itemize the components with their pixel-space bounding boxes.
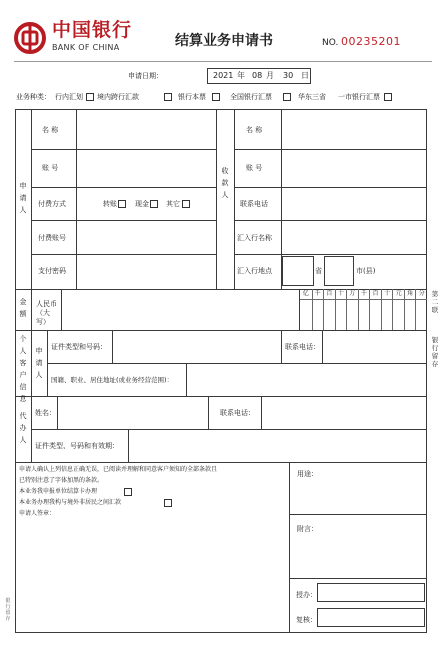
- personal-id-field[interactable]: [114, 332, 280, 361]
- form-title: 结算业务申请书: [175, 33, 273, 49]
- amount-digit-header-label: 百: [324, 289, 335, 300]
- business-type-4-checkbox[interactable]: [283, 93, 291, 101]
- apply-date-year-unit: 年: [237, 71, 245, 80]
- amount-side-label: 金额: [19, 298, 27, 318]
- payee-name-label: 名 称: [246, 126, 263, 134]
- amount-digit-header: [300, 289, 312, 330]
- pay-option-cash-checkbox[interactable]: [150, 200, 158, 208]
- applicant-pay-password-label: 支付密码: [38, 267, 66, 275]
- amount-digit-cells: [300, 289, 427, 330]
- applicant-label-divider: [76, 109, 77, 289]
- amount-digit-header: [381, 289, 393, 330]
- applicant-right-border: [216, 109, 217, 289]
- applicant-name-field[interactable]: [78, 112, 214, 147]
- amount-digit-header-label: 十: [382, 289, 393, 300]
- amount-digit-header: [392, 289, 404, 330]
- business-type-4: 全国银行汇票: [230, 93, 272, 101]
- business-type-3-checkbox[interactable]: [212, 93, 220, 101]
- personal-side-label: 个人客户信息: [19, 335, 27, 403]
- agent-phone-divider: [261, 396, 262, 429]
- agent-name-label: 姓名：: [35, 409, 56, 417]
- amount-digit-header-label: 十: [336, 289, 347, 300]
- applicant-account-field[interactable]: [78, 151, 214, 185]
- amount-digit-header: [369, 289, 381, 330]
- pay-option-cash: 现金: [135, 200, 149, 208]
- amount-digit-header-label: 角: [405, 289, 416, 300]
- apply-date-day-unit: 日: [301, 71, 309, 80]
- business-type-2: 境内跨行汇款: [97, 93, 139, 101]
- applicant-pay-password-field[interactable]: [78, 256, 214, 287]
- apply-date-year: 2021: [213, 71, 234, 80]
- apply-date-day: 30: [283, 71, 294, 80]
- payee-phone-label: 联系电话: [240, 200, 268, 208]
- personal-address-field[interactable]: [188, 365, 425, 394]
- payee-row3: [234, 220, 427, 221]
- amount-digit-header: [358, 289, 370, 330]
- payee-province-field[interactable]: [282, 256, 314, 286]
- payee-bank-name-label: 汇入行名称: [237, 234, 272, 242]
- declaration-option2: 本业务办理我构与境外非居民之间汇款: [19, 499, 122, 506]
- business-type-1-checkbox[interactable]: [86, 93, 94, 101]
- applicant-name-label: 名 称: [42, 126, 59, 134]
- agent-id-label: 证件类型、号码和有效期：: [35, 442, 119, 450]
- pay-option-other: 其它: [166, 200, 180, 208]
- bank-approve-field[interactable]: [317, 583, 425, 602]
- form-no-label: NO.: [322, 38, 339, 48]
- amount-digit-header-label: 分: [416, 289, 427, 300]
- header-divider: [14, 61, 432, 62]
- side-note-bank-keep: 银行留存: [431, 336, 439, 368]
- payee-phone-field[interactable]: [283, 189, 425, 218]
- amount-words-field[interactable]: [63, 291, 297, 328]
- bank-logo: [14, 22, 46, 54]
- bank-use-field[interactable]: [318, 466, 423, 512]
- payee-account-label: 账 号: [246, 164, 263, 172]
- amount-digit-header: [415, 289, 427, 330]
- amount-digit-header-label: 元: [393, 289, 404, 300]
- agent-id-divider: [128, 429, 129, 462]
- personal-row1: [47, 363, 427, 364]
- amount-digit-header: [312, 289, 324, 330]
- payee-account-field[interactable]: [283, 151, 425, 185]
- amount-digit-grid[interactable]: [300, 289, 427, 330]
- pay-option-other-checkbox[interactable]: [182, 200, 190, 208]
- applicant-side-divider: [31, 109, 32, 289]
- business-type-3: 银行本票: [178, 93, 206, 101]
- declaration-option1: 本业务我申报单位结算卡办理: [19, 488, 98, 495]
- payee-city-field[interactable]: [324, 256, 354, 286]
- amount-label-divider: [61, 289, 62, 330]
- apply-date-month-unit: 月: [266, 71, 274, 80]
- personal-phone-divider: [322, 330, 323, 363]
- personal-id-field-right: [281, 330, 282, 363]
- apply-date-month: 08: [252, 71, 263, 80]
- business-type-2-checkbox[interactable]: [164, 93, 172, 101]
- amount-digit-header: [323, 289, 335, 330]
- agent-name-divider: [57, 396, 58, 429]
- bank-approve-label: 授办：: [296, 591, 317, 599]
- rule-declaration-top: [15, 462, 427, 463]
- agent-side-label: 代办人: [19, 412, 27, 444]
- amount-digit-header: [335, 289, 347, 330]
- personal-side-divider: [31, 330, 32, 396]
- amount-digit-header-label: 千: [359, 289, 370, 300]
- payee-side-label: 收款人: [221, 167, 229, 199]
- declaration-line1: 申请人确认上列信息正确无误，已阅读并理解和同意客户须知的全部条款且: [19, 466, 218, 473]
- applicant-row1: [31, 149, 216, 150]
- amount-digit-header: [404, 289, 416, 330]
- applicant-pay-method-label: 付费方式: [38, 200, 66, 208]
- pay-option-transfer: 转账: [103, 200, 117, 208]
- business-type-label: 业务种类：: [16, 93, 51, 101]
- personal-phone-field[interactable]: [324, 332, 425, 361]
- payee-name-field[interactable]: [283, 112, 425, 147]
- declaration-signature-area[interactable]: [19, 522, 285, 630]
- bank-name-cn: 中国银行: [52, 19, 133, 41]
- agent-id-field[interactable]: [130, 431, 425, 460]
- payee-row1: [234, 149, 427, 150]
- amount-digit-header-label: 千: [313, 289, 324, 300]
- bank-check-label: 复核：: [296, 616, 317, 624]
- amount-digit-header: [346, 289, 358, 330]
- declaration-option2-checkbox[interactable]: [164, 499, 172, 507]
- bank-notes-field[interactable]: [318, 519, 423, 575]
- business-type-1: 行内汇划: [55, 93, 83, 101]
- pay-option-transfer-checkbox[interactable]: [118, 200, 126, 208]
- personal-address-divider: [186, 363, 187, 396]
- bank-use-label: 用途：: [297, 470, 318, 478]
- side-note-copy: 第二联: [431, 290, 439, 314]
- personal-id-field-left: [112, 330, 113, 363]
- bank-check-field[interactable]: [317, 608, 425, 627]
- amount-digit-header-label: 亿: [300, 289, 312, 300]
- personal-phone-label: 联系电话：: [285, 343, 320, 351]
- payee-row4: [234, 254, 427, 255]
- applicant-pay-account-field[interactable]: [78, 222, 214, 252]
- amount-currency-label: 人民币（大写）: [36, 300, 57, 326]
- applicant-row4: [31, 254, 216, 255]
- agent-phone-field[interactable]: [263, 398, 425, 427]
- applicant-pay-account-label: 付费账号: [38, 234, 66, 242]
- agent-name-field-right: [208, 396, 209, 429]
- applicant-side-label: 申请人: [19, 182, 27, 214]
- form-no-value: 00235201: [341, 35, 401, 48]
- payee-location-label: 汇入行地点: [237, 267, 272, 275]
- personal-id-label: 证件类型和号码：: [51, 343, 107, 351]
- bank-use-row2: [289, 578, 427, 579]
- business-type-6-checkbox[interactable]: [384, 93, 392, 101]
- amount-side-divider: [31, 289, 32, 330]
- agent-phone-label: 联系电话：: [220, 409, 255, 417]
- business-type-5: 华东三省: [298, 93, 326, 101]
- amount-digit-header-label: 万: [347, 289, 358, 300]
- declaration-signature-label: 申请人签章：: [19, 510, 56, 517]
- rule-agent-top: [15, 396, 427, 397]
- side-note-left: 银行留存: [5, 598, 11, 622]
- bank-notes-label: 附言：: [297, 525, 318, 533]
- payee-side-divider: [234, 109, 235, 289]
- bank-logo-icon: [14, 22, 46, 54]
- payee-city-suffix: 市(县): [356, 267, 376, 275]
- applicant-account-label: 账 号: [42, 164, 59, 172]
- business-type-6: 一市银行汇票: [338, 93, 380, 101]
- apply-date-label: 申请日期：: [128, 72, 163, 80]
- declaration-line2: 已特别注意了字体加黑的条款。: [19, 477, 104, 484]
- bank-name-en: BANK OF CHINA: [52, 43, 120, 52]
- rule-personal-top: [15, 330, 427, 331]
- amount-digit-header-label: 百: [370, 289, 381, 300]
- personal-address-label: 国籍、职业、居住地址(或业务经营范围)：: [51, 376, 174, 384]
- agent-name-field[interactable]: [59, 398, 207, 427]
- payee-province-suffix: 省: [315, 267, 322, 275]
- personal-applicant-label: 申请人: [35, 347, 43, 379]
- declaration-divider: [289, 462, 290, 633]
- agent-row1: [31, 429, 427, 430]
- declaration-option1-checkbox[interactable]: [124, 488, 132, 496]
- payee-bank-name-field[interactable]: [283, 222, 425, 252]
- payee-row2: [234, 187, 427, 188]
- bank-use-row1: [289, 514, 427, 515]
- applicant-row3: [31, 220, 216, 221]
- applicant-row2: [31, 187, 216, 188]
